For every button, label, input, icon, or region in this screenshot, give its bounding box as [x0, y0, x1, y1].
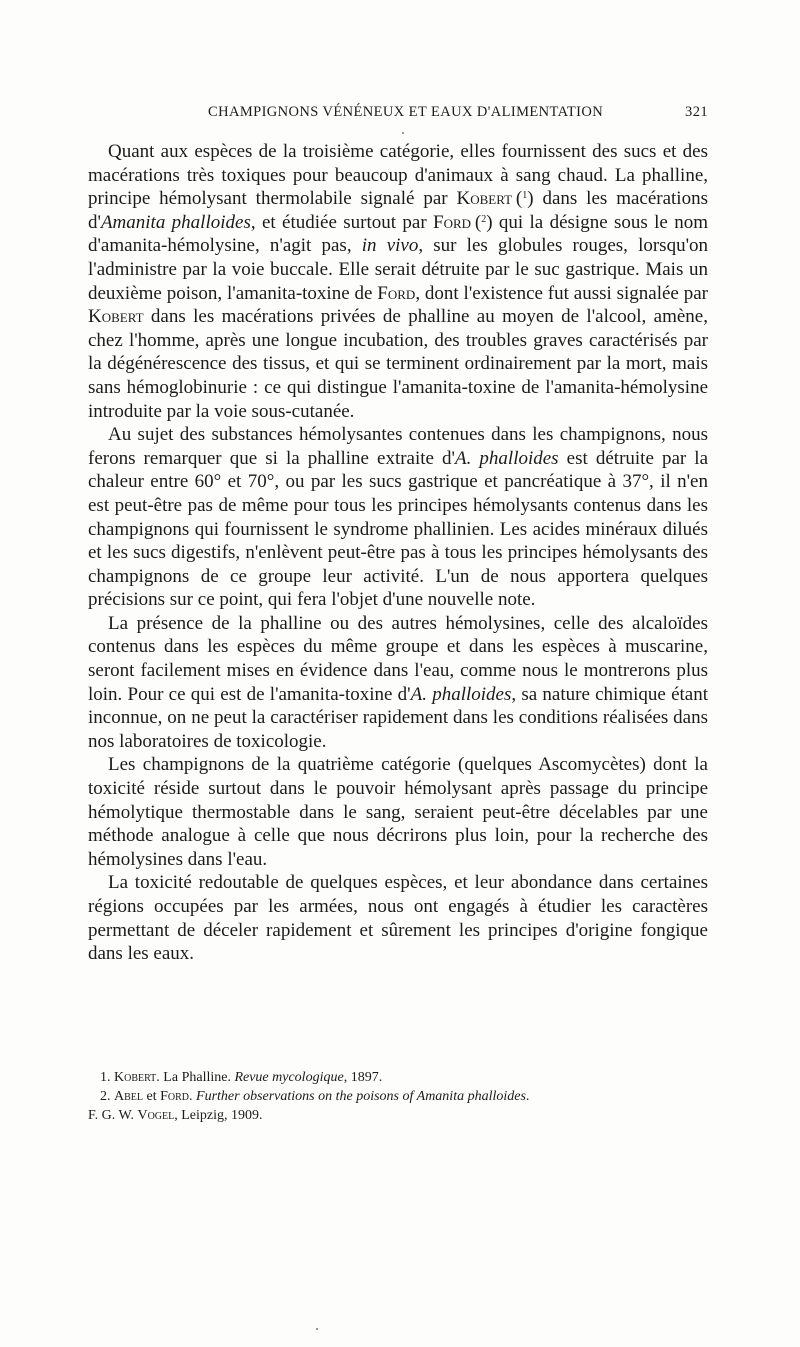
author-name: Ford — [160, 1089, 190, 1104]
footnote-ref: 1 — [522, 190, 528, 202]
footnote-number: 2. — [100, 1089, 111, 1104]
article-title: Further observations on the poisons of Amanita phalloides — [196, 1089, 526, 1104]
paragraph-text: , sa nature chimique étant inconnue, on ne peut la caractériser rapidement dans les conditions réalisées dans nos laboratoires de toxicologie. — [88, 683, 708, 752]
author-name: Ford — [377, 282, 416, 304]
paragraph-text: est détruite par la chaleur entre 60° et 70°, ou par les sucs gastrique et pancréatique à 37°, il n'en est peut-être pas de même pour tous les principes hémolysants contenus dans les champignons qui fournissent le syndrome phallinien. Les acides minéraux dilués et les sucs digestifs, n'enlèvent peut-être pas à tous les principes hémolysants des champignons de ce groupe leur activité. L'un de nous apportera quelques précisions sur ce point, qui fera l'objet d'une nouvelle note. — [88, 447, 709, 611]
footnote-2-publisher — [88, 1106, 708, 1125]
footnote-1 — [88, 1068, 708, 1087]
running-title: CHAMPIGNONS VÉNÉNEUX ET EAUX D'ALIMENTATION — [208, 104, 604, 120]
footnote-text: et — [143, 1089, 161, 1104]
species-name: A. phalloides — [410, 683, 512, 705]
footnote-text: F. G. W. — [88, 1108, 138, 1123]
paragraph-text: qui la désigne sous le nom d'amanita-hémolysine, n'agit pas, — [88, 211, 708, 257]
footnote-text: . — [189, 1089, 197, 1104]
paragraph-text: Au sujet des substances hémolysantes contenues dans les champignons, nous ferons remarquer que si la phalline extraite d' — [88, 424, 708, 469]
paragraph-text: Quant aux espèces de la troisième catégorie, elles fournissent des sucs et des macérations très toxiques pour beaucoup d'animaux à sang chaud. La phalline, principe hémolysant thermolabile signalé par — [88, 141, 708, 210]
author-name: Kobert — [456, 188, 513, 210]
paragraph-text: , sur les globules rouges, lorsqu'on l'administre par la voie buccale. Elle serait détruite par le suc gastrique. Mais un deuxième poison, l'amanita-toxine de — [88, 235, 708, 304]
footnote-text: . La Phalline. — [156, 1070, 235, 1085]
paragraph-3 — [88, 612, 708, 754]
paragraph-1: Quant aux espèces de la troisième catégorie, elles fournissent des sucs et des macérations très toxiques pour beaucoup d'animaux à sang chaud. La phalline, principe hémolysant thermolabile signalé par Kobert ($^1$) dans les macérations d'Amanita phalloides, et étudiée surtout par Ford ($^2$) qui la désigne sous le nom d'amanita-hémolysine, n'agit pas, in vivo, sur les globules rouges, lorsqu'on l'administre par la voie buccale. Elle serait détruite par le suc gastrique. Mais un deuxième poison, l'amanita-toxine de Ford, dont l'existence fut aussi signalée par Kobert dans les macérations privées de phalline au moyen de l'alcool, amène, chez l'homme, après une longue incubation, des troubles graves caractérisés par la dégénérescence des tissus, et qui se terminent ordinairement par la mort, mais sans hémoglobinurie : ce qui distingue l'amanita-toxine de l'amanita-hémolysine introduite par la voie sous-cutanée. — [88, 141, 708, 422]
paragraph-text: , dont l'existence fut aussi signalée par — [415, 282, 708, 304]
paragraph-text: dans les macérations privées de phalline au moyen de l'alcool, amène, chez l'homme, après une longue incubation, des troubles graves caractérisés par la dégénérescence des tissus, et qui se terminent ordinairement par la mort, mais sans hémoglobinurie : ce qui distingue l'amanita-toxine de l'amanita-hémolysine introduite par la voie sous-cutanée. — [88, 306, 708, 422]
body-text — [88, 140, 708, 966]
author-name: Kobert — [88, 306, 144, 328]
footnote-text: , Leipzig, 1909. — [174, 1108, 263, 1123]
page-number: 321 — [685, 104, 708, 120]
species-name: Amanita phalloides — [100, 211, 251, 233]
journal-title: Revue mycologique — [234, 1070, 344, 1085]
author-name: Abel — [114, 1089, 143, 1104]
publisher-name: Vogel — [137, 1108, 175, 1123]
paragraph-5: La toxicité redoutable de quelques espèces, et leur abondance dans certaines régions occupées par les armées, nous ont engagés à étudier les caractères permettant de déceler rapidement et sûrement les principes d'origine fongique dans les eaux. — [88, 872, 708, 965]
paragraph-text: , et étudiée surtout par — [250, 211, 434, 233]
print-speck — [316, 1328, 318, 1330]
latin-term: in vivo — [361, 235, 419, 257]
author-name: Kobert — [114, 1070, 157, 1085]
paragraph-text: dans les macérations d' — [88, 188, 708, 233]
paragraph-4: Les champignons de la quatrième catégorie (quelques Ascomycètes) dont la toxicité réside surtout dans le pouvoir hémolysant après passage du principe hémolytique thermostable dans le sang, seraient peut-être décelables par une méthode analogue à celle que nous décrirons plus loin, pour la recherche des hémolysines dans l'eau. — [88, 754, 708, 870]
paragraph-text: La présence de la phalline ou des autres hémolysines, celle des alcaloïdes contenus dans les espèces du même groupe et dans les espèces à muscarine, seront facilement mises en évidence dans l'eau, comme nous le montrerons plus loin. Pour ce qui est de l'amanita-toxine d' — [88, 612, 708, 705]
author-name: Ford — [433, 211, 472, 233]
species-name: A. phalloides — [454, 447, 559, 469]
footnote-2 — [88, 1087, 708, 1106]
paragraph-2 — [88, 423, 708, 612]
footnote-text: . — [525, 1089, 530, 1104]
footnote-ref: 2 — [481, 213, 487, 225]
footnote-number: 1. — [100, 1070, 111, 1085]
footnotes — [88, 1068, 708, 1125]
print-speck — [402, 132, 404, 134]
footnote-text: , 1897. — [343, 1070, 383, 1085]
